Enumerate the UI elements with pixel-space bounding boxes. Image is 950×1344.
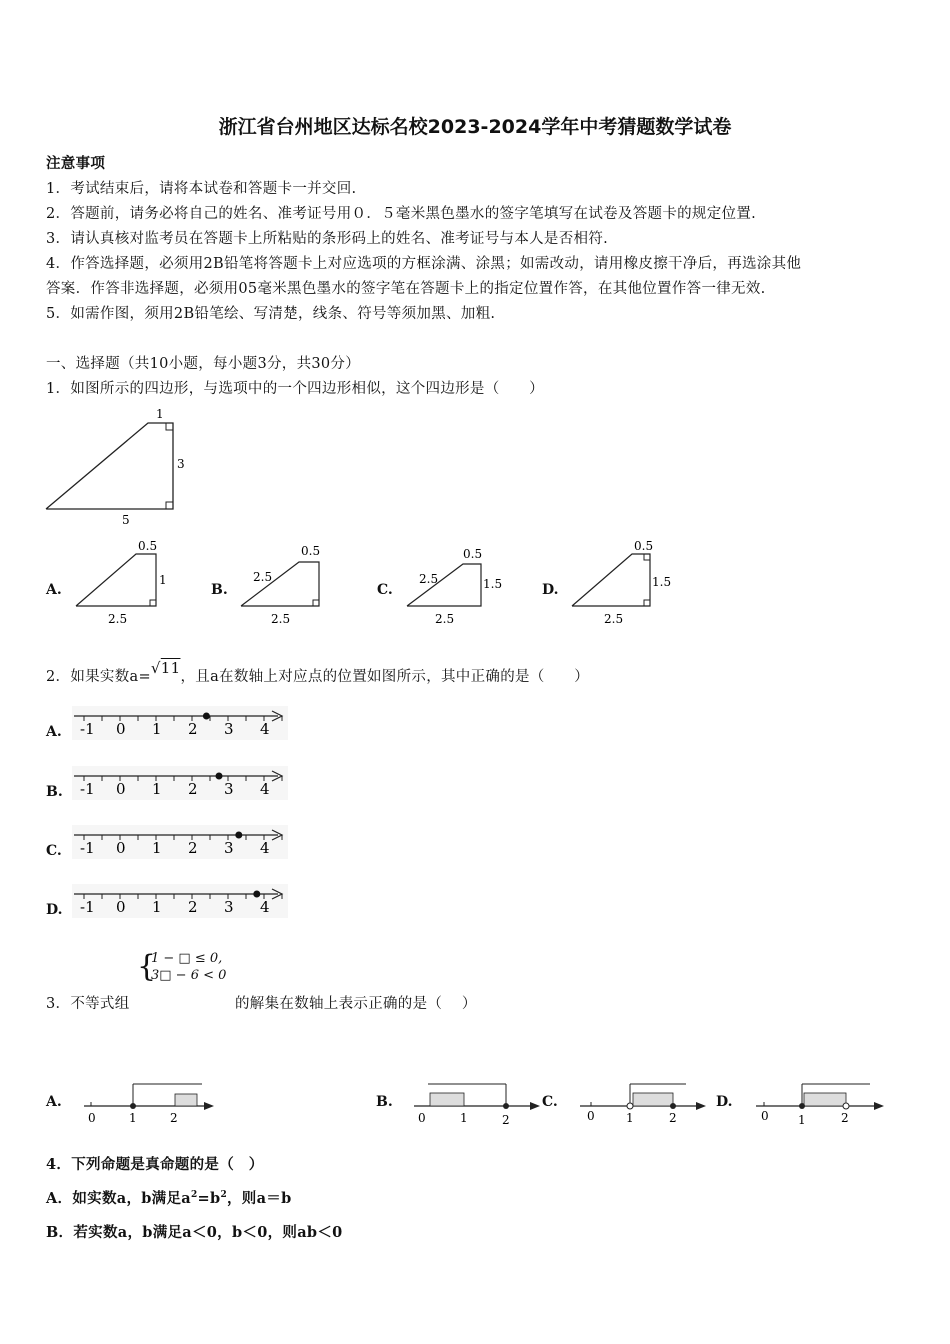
q1-option-d-trapezoid: [572, 554, 650, 606]
q4-option-b[interactable]: B．若实数a，b满足a＜0，b＜0，则ab＜0: [46, 1224, 343, 1241]
q1-option-d-figure[interactable]: [566, 536, 676, 631]
q3-option-b-numberline[interactable]: [410, 1078, 545, 1126]
right-angle-mark: [644, 600, 650, 606]
q1-main-right-label: 3: [177, 457, 185, 471]
q1-option-d-right: 1.5: [652, 575, 672, 589]
q4-option-a[interactable]: [46, 1187, 292, 1208]
shaded-region: [175, 1094, 197, 1106]
tick-label: 2: [841, 1111, 849, 1125]
q1-option-d-bottom: 2.5: [604, 612, 624, 626]
tick-label: 1: [460, 1111, 468, 1125]
tick-label: 0: [116, 780, 126, 798]
notice-item-5: 5．如需作图，须用2B铅笔绘、写清楚，线条、符号等须加黑、加粗.: [46, 306, 496, 322]
numberline-background: [72, 884, 288, 918]
solid-point: [799, 1103, 805, 1109]
notice-item-4-cont: 答案．作答非选择题，必须用05毫米黑色墨水的签字笔在答题卡上的指定位置作答，在其他位置作答一律无效.: [46, 281, 766, 297]
q2-radicand: 11: [160, 659, 181, 677]
q1-option-a-label[interactable]: A.: [46, 582, 62, 598]
tick-label: 2: [188, 898, 198, 916]
tick-label: 2: [502, 1113, 510, 1126]
tick-label: 2: [170, 1111, 178, 1125]
notice-item-3: 3．请认真核对监考员在答题卡上所粘贴的条形码上的姓名、准考证号与本人是否相符.: [46, 231, 609, 247]
q2-stem-post: ，且a在数轴上对应点的位置如图所示，其中正确的是（ ）: [180, 669, 590, 685]
solid-point: [130, 1103, 136, 1109]
tick-label: 3: [224, 839, 234, 857]
q3-option-a-numberline[interactable]: [80, 1078, 220, 1126]
q4-sup: 2: [190, 1190, 198, 1201]
q3-system-line-2: 3□ − 6 < 0: [151, 968, 227, 983]
tick-label: 1: [798, 1113, 806, 1126]
q4-option-a-mid: =b: [197, 1190, 221, 1207]
q1-option-a-top: 0.5: [138, 539, 158, 553]
q3-system-line-1: 1 − □ ≤ 0,: [151, 951, 223, 966]
axis-arrow: [530, 1102, 540, 1110]
axis-arrow: [874, 1102, 884, 1110]
tick-label: 4: [260, 720, 270, 738]
point-a: [235, 832, 242, 839]
tick-label: 3: [224, 898, 234, 916]
q2-option-b-numberline[interactable]: [70, 766, 290, 800]
notice-item-1: 1．考试结束后，请将本试卷和答题卡一并交回.: [46, 181, 357, 197]
numberline-background: [72, 825, 288, 859]
open-point: [627, 1103, 633, 1109]
section-heading: 一、选择题（共10小题，每小题3分，共30分）: [46, 356, 361, 372]
q3-inequality-system: [137, 949, 227, 984]
right-angle-mark: [166, 502, 173, 509]
q2-option-c-numberline[interactable]: [70, 825, 290, 859]
notice-item-4: 4．作答选择题，必须用2B铅笔将答题卡上对应选项的方框涂满、涂黑；如需改动，请用橡皮擦干净后，再选涂其他: [46, 256, 802, 272]
q4-option-a-pre: A．如实数a，b满足a: [46, 1190, 191, 1207]
tick-label: 2: [188, 720, 198, 738]
q1-option-c-top: 0.5: [463, 547, 483, 561]
q1-main-trapezoid: [46, 423, 173, 509]
q3-option-d-numberline[interactable]: [752, 1078, 892, 1126]
q3-stem-post: 的解集在数轴上表示正确的是（ ）: [235, 996, 477, 1012]
tick-label: 1: [152, 898, 162, 916]
point-a: [253, 891, 260, 898]
q1-option-b-label[interactable]: B.: [211, 582, 228, 598]
tick-label: 4: [260, 780, 270, 798]
q3-option-b-label[interactable]: B.: [376, 1094, 393, 1110]
tick-label: 0: [761, 1109, 769, 1123]
q2-option-a-numberline[interactable]: [70, 706, 290, 740]
shaded-region: [430, 1093, 464, 1106]
tick-label: 3: [224, 780, 234, 798]
q1-option-d-label[interactable]: D.: [542, 582, 559, 598]
q1-stem: 1．如图所示的四边形，与选项中的一个四边形相似，这个四边形是（ ）: [46, 381, 544, 397]
tick-label: 1: [129, 1111, 137, 1125]
q1-option-c-left: 2.5: [419, 572, 439, 586]
q1-option-d-top: 0.5: [634, 539, 654, 553]
q1-option-c-label[interactable]: C.: [377, 582, 393, 598]
tick-label: -1: [80, 898, 95, 916]
tick-label: 1: [152, 839, 162, 857]
point-a: [216, 773, 223, 780]
q3-option-c-label[interactable]: C.: [542, 1094, 558, 1110]
axis-arrow: [696, 1102, 706, 1110]
numberline-background: [72, 706, 288, 740]
q3-stem-pre: 3．不等式组: [46, 996, 130, 1012]
tick-label: 4: [260, 839, 270, 857]
brace-icon: {: [137, 949, 157, 984]
q3-option-a-label[interactable]: A.: [46, 1094, 62, 1110]
q1-option-c-bottom: 2.5: [435, 612, 455, 626]
q1-option-a-figure[interactable]: [70, 536, 180, 631]
q1-option-b-top: 0.5: [301, 544, 321, 558]
tick-label: 0: [116, 720, 126, 738]
q1-option-b-trapezoid: [241, 562, 319, 606]
solid-point: [503, 1103, 509, 1109]
numberline-background: [72, 766, 288, 800]
sqrt-expression: √11: [150, 659, 181, 677]
q2-option-d-numberline[interactable]: [70, 884, 290, 918]
q2-stem: [46, 659, 590, 686]
notice-heading: 注意事项: [46, 155, 106, 172]
q1-option-a-right: 1: [159, 573, 167, 587]
tick-label: 0: [116, 839, 126, 857]
q2-option-c-label[interactable]: C.: [46, 843, 62, 859]
q1-main-top-label: 1: [156, 407, 164, 421]
tick-label: -1: [80, 720, 95, 738]
tick-label: 3: [224, 720, 234, 738]
q2-option-a-label[interactable]: A.: [46, 724, 62, 740]
shaded-region: [804, 1093, 846, 1106]
q1-main-bottom-label: 5: [122, 513, 130, 527]
q1-option-b-left: 2.5: [253, 570, 273, 584]
tick-label: -1: [80, 839, 95, 857]
page-title: 浙江省台州地区达标名校2023-2024学年中考猜题数学试卷: [218, 116, 732, 138]
q4-stem: 4．下列命题是真命题的是（ ）: [46, 1156, 264, 1173]
q1-option-b-bottom: 2.5: [271, 612, 291, 626]
tick-label: 2: [669, 1111, 677, 1125]
tick-label: 1: [152, 720, 162, 738]
point-a: [203, 713, 210, 720]
axis-arrow: [204, 1102, 214, 1110]
q1-option-b-figure[interactable]: [235, 536, 345, 631]
right-angle-mark: [166, 423, 173, 430]
open-point: [843, 1103, 849, 1109]
q1-main-figure: [40, 405, 200, 530]
right-angle-mark: [313, 600, 319, 606]
tick-label: 0: [418, 1111, 426, 1125]
q4-sup: 2: [220, 1190, 227, 1201]
solid-point: [670, 1103, 676, 1109]
right-angle-mark: [644, 554, 650, 560]
q1-option-c-right: 1.5: [483, 577, 503, 591]
q4-option-a-post: ，则a＝b: [227, 1190, 292, 1207]
q1-option-a-trapezoid: [76, 554, 156, 606]
tick-label: 0: [88, 1111, 96, 1125]
right-angle-mark: [150, 600, 156, 606]
shaded-region: [633, 1093, 673, 1106]
tick-label: 2: [188, 839, 198, 857]
q3-option-c-numberline[interactable]: [576, 1078, 711, 1126]
q2-option-b-label[interactable]: B.: [46, 784, 63, 800]
q2-option-d-label[interactable]: D.: [46, 902, 63, 918]
tick-label: 1: [152, 780, 162, 798]
tick-label: 1: [626, 1111, 634, 1125]
notice-item-2: 2．答题前，请务必将自己的姓名、准考证号用０．５毫米黑色墨水的签字笔填写在试卷及答题卡的规定位置.: [46, 206, 757, 222]
tick-label: 4: [260, 898, 270, 916]
q1-option-a-bottom: 2.5: [108, 612, 128, 626]
q2-stem-pre: 2．如果实数a=: [46, 669, 151, 685]
tick-label: -1: [80, 780, 95, 798]
tick-label: 0: [587, 1109, 595, 1123]
tick-label: 2: [188, 780, 198, 798]
q3-option-d-label[interactable]: D.: [716, 1094, 733, 1110]
tick-label: 0: [116, 898, 126, 916]
q1-option-c-figure[interactable]: [401, 536, 511, 631]
